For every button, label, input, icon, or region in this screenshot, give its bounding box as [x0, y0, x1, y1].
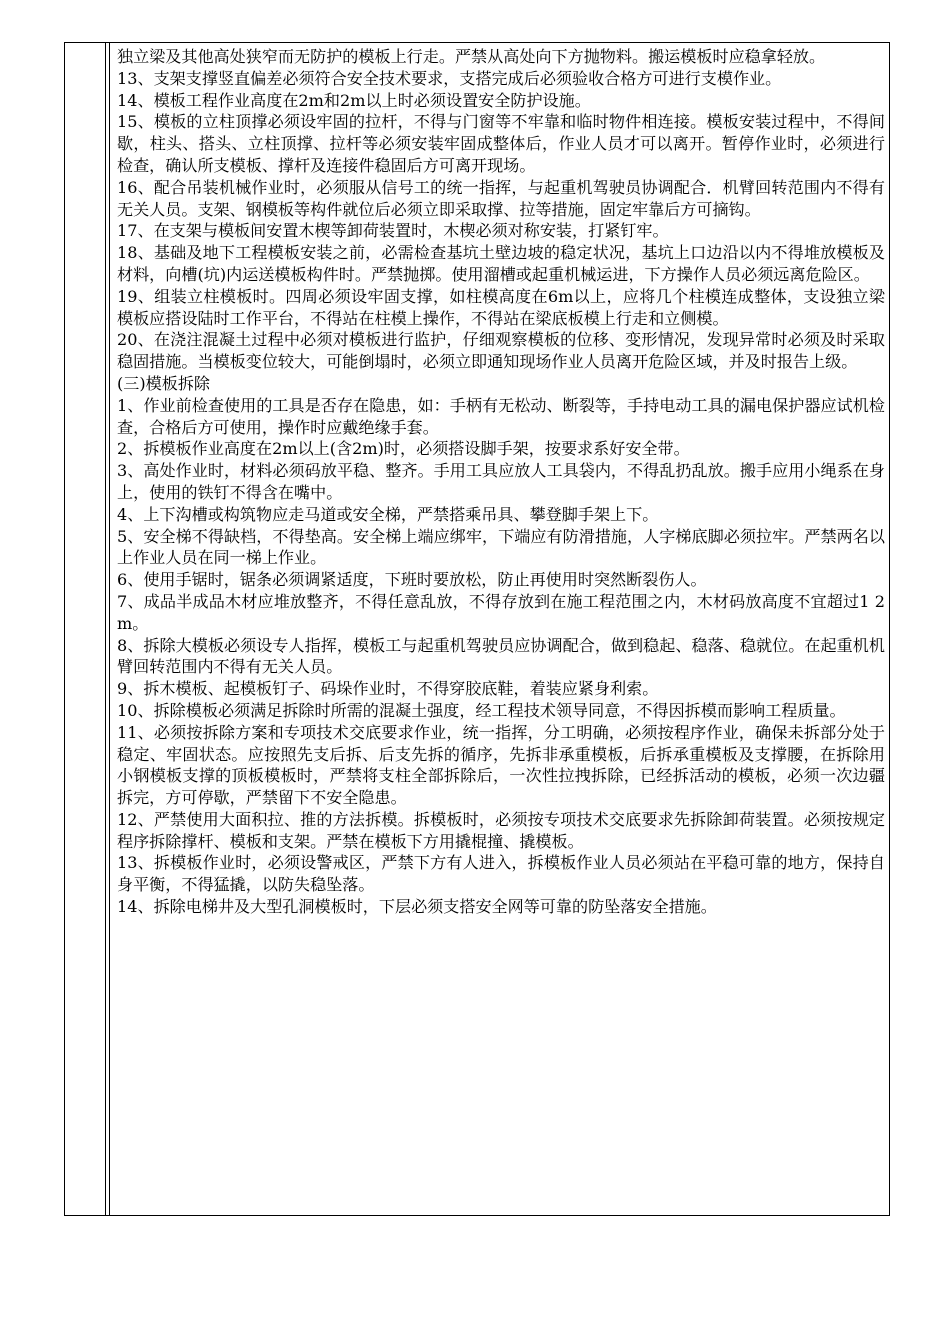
section-heading: (三)模板拆除	[117, 373, 211, 393]
paragraph: 11、必须按拆除方案和专项技术交底要求作业，统一指挥，分工明确，必须按程序作业，确保未拆部分处于稳定、牢固状态。应按照先支后拆、后支先拆的循序，先拆非承重模板，后拆承重模板及支撑腰，在拆除用小钢模板支撑的顶板模板时，严禁将支柱全部拆除后，一次性拉拽拆除，已经拆活动的模板，必须一次边疆拆完，方可停歇，严禁留下不安全隐患。	[117, 722, 885, 808]
paragraph: 5、安全梯不得缺档，不得垫高。安全梯上端应绑牢，下端应有防滑措施，人字梯底脚必须拉牢。严禁两名以上作业人员在同一梯上作业。	[117, 526, 885, 568]
paragraph: 3、高处作业时，材料必须码放平稳、整齐。手用工具应放人工具袋内，不得乱扔乱放。搬手应用小绳系在身上，使用的铁钉不得含在嘴中。	[117, 461, 885, 502]
paragraph: 17、在支架与模板间安置木楔等卸荷装置时，木楔必须对称安装，打紧钉牢。	[117, 221, 669, 241]
paragraph: 18、基础及地下工程模板安装之前，必需检查基坑土壁边坡的稳定状况，基坑上口边沿以内不得堆放模板及材料，向槽(坑)内运送模板构件时。严禁抛掷。使用溜槽或起重机械运进，下方操作人员必须远离危险区。	[117, 243, 885, 284]
table-narrow-column	[106, 43, 110, 1215]
paragraph: 14、模板工程作业高度在2m和2m以上时必须设置安全防护设施。	[117, 90, 591, 110]
paragraph: 独立梁及其他高处狭窄而无防护的模板上行走。严禁从高处向下方抛物料。搬运模板时应稳拿轻放。	[117, 47, 826, 66]
paragraph: 13、拆模板作业时，必须设警戒区，严禁下方有人进入，拆模板作业人员必须站在平稳可靠的地方，保持自身平衡，不得猛撬，以防失稳坠落。	[117, 853, 885, 895]
paragraph: 12、严禁使用大面积拉、推的方法拆模。拆模板时，必须按专项技术交底要求先拆除卸荷装置。必须按规定程序拆除撑杆、模板和支架。严禁在模板下方用撬棍撞、撬模板。	[117, 809, 885, 851]
paragraph: 13、支架支撑竖直偏差必须符合安全技术要求，支搭完成后必须验收合格方可进行支模作业。	[117, 68, 782, 88]
paragraph: 4、上下沟槽或构筑物应走马道或安全梯，严禁搭乘吊具、攀登脚手架上下。	[117, 504, 659, 524]
paragraph: 9、拆木模板、起模板钉子、码垛作业时，不得穿胶底鞋，着装应紧身利索。	[117, 679, 659, 699]
table-content-cell	[117, 46, 885, 918]
table-left-column	[65, 43, 106, 1215]
paragraph: 2、拆模板作业高度在2m以上(含2m)时，必须搭设脚手架，按要求系好安全带。	[117, 439, 690, 459]
paragraph: 15、模板的立柱顶撑必须设牢固的拉杆，不得与门窗等不牢靠和临时物件相连接。模板安装过程中，不得间歇，柱头、搭头、立柱顶撑、拉杆等必须安装牢固成整体后，作业人员才可以离开。暂停作业时，必须进行检查，确认所支模板、撑杆及连接件稳固后方可离开现场。	[117, 112, 885, 175]
paragraph: 16、配合吊装机械作业时，必须服从信号工的统一指挥，与起重机驾驶员协调配合．机臂回转范围内不得有无关人员。支架、钢模板等构件就位后必须立即采取撑、拉等措施，固定牢靠后方可摘钩。	[117, 177, 885, 219]
paragraph: 19、组装立柱模板时。四周必须设牢固支撑，如柱模高度在6m以上，应将几个柱模连成整体，支设独立梁模板应搭设陆时工作平台，不得站在柱模上操作，不得站在梁底板模上行走和立侧模。	[117, 286, 885, 328]
paragraph: 7、成品半成品木材应堆放整齐，不得任意乱放，不得存放到在施工程范围之内，木材码放高度不宜超过1 2m。	[117, 591, 885, 633]
paragraph: 6、使用手锯时，锯条必须调紧适度，下班时要放松，防止再使用时突然断裂伤人。	[117, 570, 707, 590]
paragraph: 10、拆除模板必须满足拆除时所需的混凝土强度，经工程技术领导同意，不得因拆模而影响工程质量。	[117, 700, 846, 720]
paragraph: 14、拆除电梯井及大型孔洞模板时，下层必须支搭安全网等可靠的防坠落安全措施。	[117, 897, 717, 917]
content-table	[64, 42, 890, 1216]
paragraph: 20、在浇注混凝土过程中必须对模板进行监护，仔细观察模板的位移、变形情况，发现异常时必须及时采取稳固措施。当模板变位较大，可能倒塌时，必须立即通知现场作业人员离开危险区域，并及时报告上级。	[117, 330, 885, 372]
paragraph: 1、作业前检查使用的工具是否存在隐患，如：手柄有无松动、断裂等，手持电动工具的漏电保护器应试机检查，合格后方可使用，操作时应戴绝缘手套。	[117, 395, 885, 437]
paragraph: 8、拆除大模板必须设专人指挥，模板工与起重机驾驶员应协调配合，做到稳起、稳落、稳就位。在起重机机臂回转范围内不得有无关人员。	[117, 635, 885, 677]
